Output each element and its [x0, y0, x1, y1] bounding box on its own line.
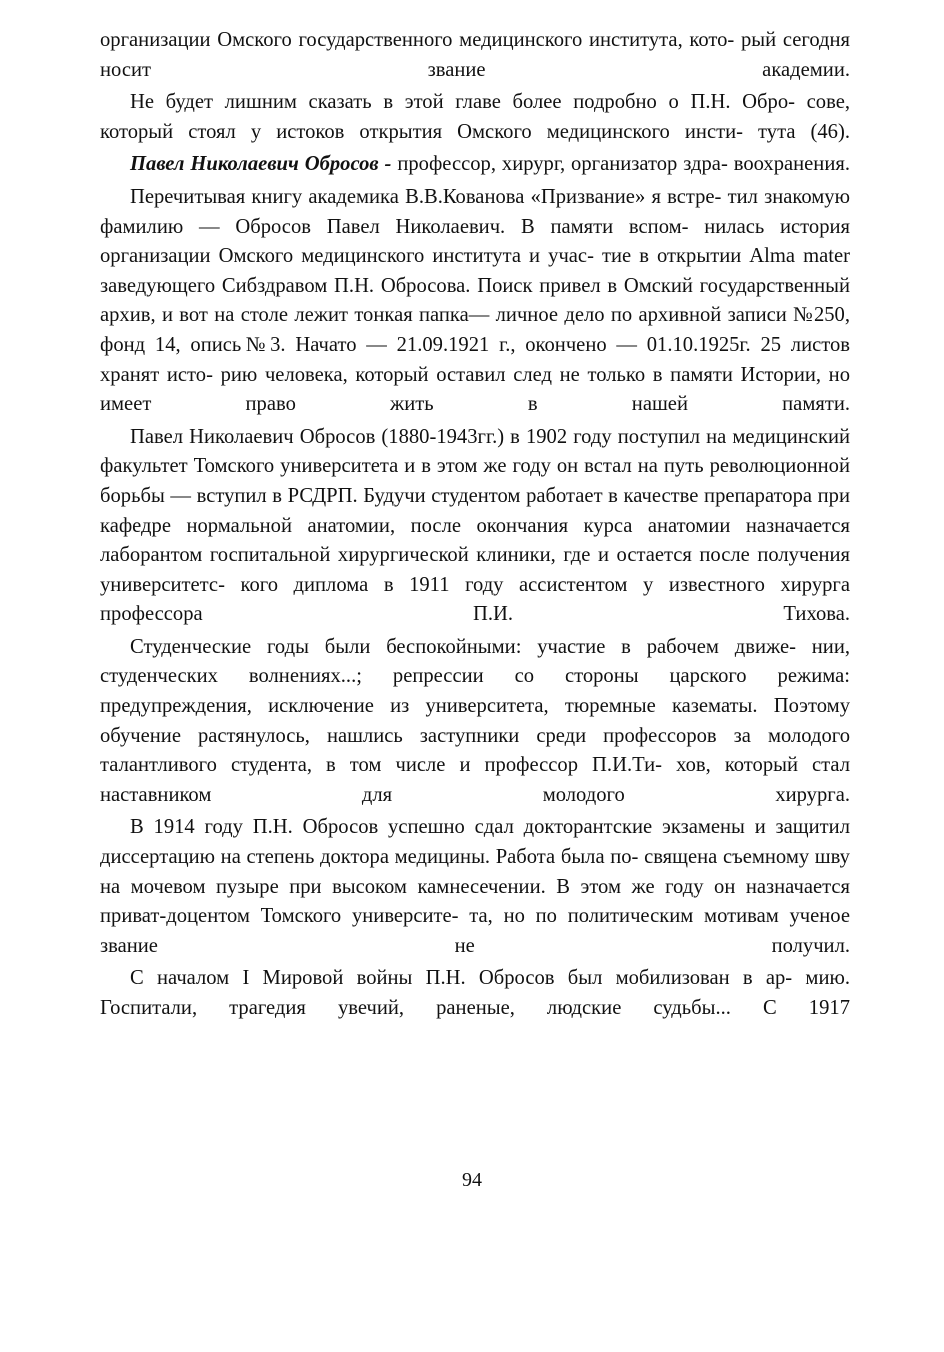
text-line: защитил диссертацию на степень доктора медицины. Работа была по- — [100, 816, 850, 869]
paragraph — [100, 964, 850, 1023]
person-name-heading: Павел Николаевич Обросов - — [130, 153, 392, 176]
text-line: работает в качестве препаратора при кафедре нормальной анатомии, — [100, 484, 850, 537]
text-line: рию человека, который оставил след не только в памяти Истории, но — [220, 363, 851, 386]
paragraph — [100, 633, 850, 811]
text-line: хов, который стал наставником для молодого хирурга. — [100, 754, 851, 806]
text-line: Поиск привел в Омский государственный архив, и вот на столе лежит — [100, 274, 850, 327]
text-line: за молодого талантливого студента, в том числе и профессор П.И.Ти- — [100, 724, 850, 777]
text-line: Поэтому обучение растянулось, нашлись заступники среди профессоров — [100, 695, 850, 747]
text-line: священа съемному шву на мочевом пузыре при высоком камнесечении. — [100, 846, 850, 898]
text-line: мию. Госпитали, трагедия увечий, раненые, людские судьбы... С 1917 — [100, 967, 850, 1019]
page-body — [100, 26, 850, 1027]
text-line: после окончания курса анатомии назначается лаборантом госпитальной — [100, 514, 850, 567]
paragraph — [100, 183, 850, 420]
text-line: сове, который стоял у истоков открытия Омского медицинского инсти- — [100, 91, 850, 143]
text-line: воохранения. — [733, 153, 850, 176]
paragraph — [100, 26, 850, 85]
text-line: В 1914 году П.Н. Обросов успешно сдал докторантские экзамены и — [130, 816, 766, 839]
text-line: медицинский факультет Томского университета и в этом же году он встал — [100, 425, 850, 478]
paragraph — [100, 88, 850, 147]
text-line: тута (46). — [758, 120, 850, 143]
text-line: та, но по политическим мотивам ученое звание не получил. — [100, 905, 850, 957]
text-line: Студенческие годы были беспокойными: участие в рабочем движе- — [130, 635, 796, 658]
text-line: Начато — 21.09.1921 г., окончено — 01.10.1925г. 25 листов хранят исто- — [100, 333, 850, 386]
text-line: Павел Николаевич Обросов (1880-1943гг.) в 1902 году поступил на — [130, 425, 727, 448]
text-line: С началом I Мировой войны П.Н. Обросов был мобилизован в ар- — [130, 967, 793, 990]
text-line: Перечитывая книгу академика В.В.Кованова «Призвание» я встре- — [130, 185, 722, 208]
text-line: предупреждения, исключение из университета, тюремные казематы. — [100, 695, 758, 718]
text-line: хирургической клиники, где и остается после получения университетс- — [100, 544, 850, 596]
text-line: В этом же году он назначается приват-доцентом Томского университе- — [100, 875, 850, 928]
text-line: организации Омского государственного медицинского института, кото- — [100, 29, 735, 51]
text-line: кого диплома в 1911 году ассистентом у известного хирурга профессора — [100, 573, 851, 626]
text-line: тонкая папка— личное дело по архивной записи №250, фонд 14, опись№3. — [100, 304, 851, 356]
text-line: на путь революционной борьбы — вступил в РСДРП. Будучи студентом — [100, 455, 850, 507]
text-line: профессор, хирург, организатор здра- — [397, 153, 728, 176]
text-line: рый сегодня носит звание академии. — [100, 29, 850, 81]
paragraph — [100, 813, 850, 961]
text-line: имеет право жить в нашей памяти. — [100, 393, 850, 416]
text-line: тие в открытии Alma mater заведующего Сибздравом П.Н. Обросова. — [100, 245, 850, 297]
page-number: 94 — [462, 1169, 482, 1191]
text-line: нии, студенческих волнениях...; репрессии со стороны царского режима: — [100, 635, 850, 688]
text-line: тил знакомую фамилию — Обросов Павел Николаевич. В памяти вспом- — [100, 185, 850, 238]
text-line: нилась история организации Омского медицинского института и учас- — [100, 215, 850, 268]
text-line: Не будет лишним сказать в этой главе более подробно о П.Н. Обро- — [130, 91, 795, 114]
text-line: П.И. Тихова. — [472, 603, 850, 626]
paragraph — [100, 423, 850, 630]
paragraph — [100, 150, 850, 180]
